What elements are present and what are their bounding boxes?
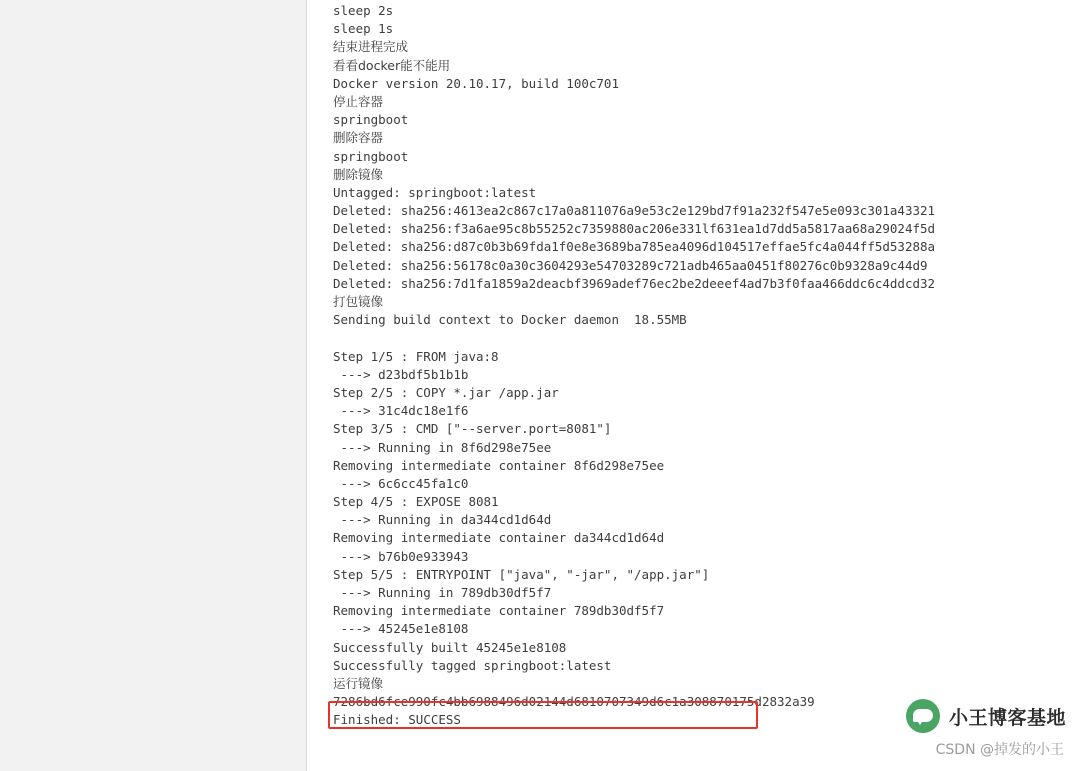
console-line: 删除镜像 [333, 166, 384, 182]
console-line: Removing intermediate container 8f6d298e75ee [333, 457, 665, 473]
console-line: ---> 31c4dc18e1f6 [333, 403, 469, 419]
console-line: ---> b76b0e933943 [333, 548, 469, 564]
console-line: Step 3/5 : CMD ["--server.port=8081"] [333, 421, 612, 437]
console-line: Step 2/5 : COPY *.jar /app.jar [333, 384, 559, 400]
console-line: Finished: SUCCESS [333, 712, 461, 728]
console-line: Deleted: sha256:d87c0b3b69fda1f0e8e3689ba785ea4096d104517effae5fc4a044ff5d53288a [333, 239, 936, 255]
console-line: sleep 2s [333, 3, 394, 18]
console-line: Deleted: sha256:56178c0a30c3604293e54703289c721adb465aa0451f80276c0b9328a9c44d9 [333, 257, 928, 273]
blog-title: 小王博客基地 [948, 706, 1066, 729]
console-line: Deleted: sha256:4613ea2c867c17a0a811076a9e53c2e129bd7f91a232f547e5e093c301a43321 [333, 203, 936, 219]
console-line: Step 4/5 : EXPOSE 8081 [333, 494, 499, 510]
console-line: 删除容器 [333, 130, 384, 146]
console-output-panel[interactable] [307, 0, 1080, 771]
left-gutter [0, 0, 307, 771]
console-line: springboot [333, 112, 409, 128]
console-line: sleep 1s [333, 21, 394, 37]
console-line: 结束进程完成 [333, 39, 409, 55]
console-line: Deleted: sha256:f3a6ae95c8b55252c7359880ac206e331lf631ea1d7dd5a5817aa68a29024f5d [333, 221, 936, 237]
console-line: 7286bd6fce990fc4bb6988496d02144d6810707349d6c1a308870175d2832a39 [333, 694, 815, 710]
console-line: ---> 6c6cc45fa1c0 [333, 475, 469, 491]
console-line [333, 329, 1073, 347]
console-line: Sending build context to Docker daemon 18.55MB [333, 312, 687, 328]
console-line: Removing intermediate container 789db30df5f7 [333, 603, 665, 619]
console-lines [333, 2, 1073, 730]
console-line: Docker version 20.10.17, build 100c701 [333, 75, 619, 91]
console-line: Step 5/5 : ENTRYPOINT ["java", "-jar", "/app.jar"] [333, 566, 710, 582]
console-line: Step 1/5 : FROM java:8 [333, 348, 499, 364]
console-line: 运行镜像 [333, 675, 384, 691]
console-line: ---> 45245e1e8108 [333, 621, 469, 637]
console-line: Removing intermediate container da344cd1d64d [333, 530, 665, 546]
blog-badge [906, 699, 1066, 733]
console-line: ---> Running in da344cd1d64d [333, 512, 552, 528]
leaf-icon [906, 699, 940, 733]
console-line: Untagged: springboot:latest [333, 184, 537, 200]
console-line: 看看docker能不能用 [333, 57, 451, 73]
console-line: 停止容器 [333, 93, 384, 109]
console-line: Successfully tagged springboot:latest [333, 657, 612, 673]
console-line: Successfully built 45245e1e8108 [333, 639, 567, 655]
console-line: ---> Running in 789db30df5f7 [333, 585, 552, 600]
console-line: Deleted: sha256:7d1fa1859a2deacbf3969adef76ec2be2deeef4ad7b3f0faa466ddc6c4ddcd32 [333, 275, 936, 291]
console-line: 打包镜像 [333, 294, 384, 309]
console-line: springboot [333, 148, 409, 164]
console-line: ---> d23bdf5b1b1b [333, 366, 469, 382]
csdn-watermark: CSDN @掉发的小王 [935, 742, 1064, 758]
console-line: ---> Running in 8f6d298e75ee [333, 439, 552, 455]
